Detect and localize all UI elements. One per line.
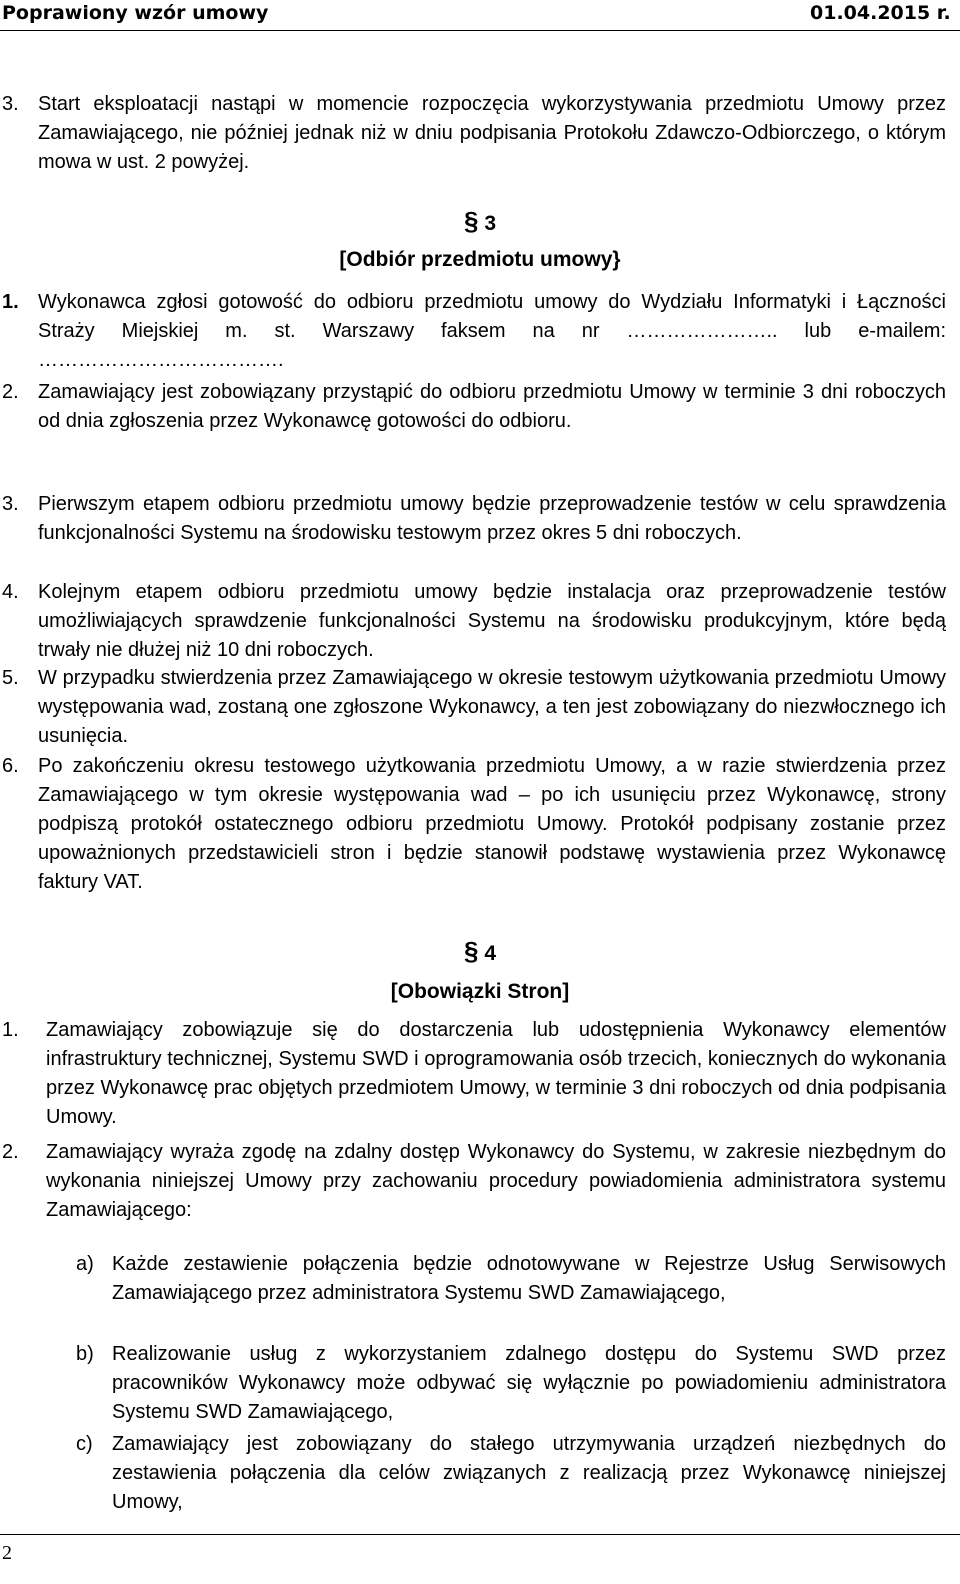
item-text: W przypadku stwierdzenia przez Zamawiającego w okresie testowym użytkowania przedmiotu Umowy występowania wad, zostaną one zgłoszone Wykonawcy, a ten jest zobowiązany do niezwłocznego ich usunięcia. (38, 667, 946, 747)
item-number: 2. (2, 1141, 19, 1163)
item-text: Pierwszym etapem odbioru przedmiotu umowy będzie przeprowadzenie testów w celu sprawdzenia funkcjonalności Systemu na środowisku testowym przez okres 5 dni roboczych. (38, 493, 946, 544)
item-number: 3. (2, 93, 19, 115)
section-title: [Obowiązki Stron] (390, 980, 570, 1003)
item-text: Kolejnym etapem odbioru przedmiotu umowy będzie instalacja oraz przeprowadzenie testów umożliwiających sprawdzenie funkcjonalności Systemu na środowisku produkcyjnym, które będą trwały nie dłużej niż 10 dni roboczych. (38, 581, 946, 661)
item-number: 6. (2, 755, 19, 777)
sub-list-item (76, 1250, 946, 1308)
item-number: 1. (2, 1019, 19, 1041)
item-text: Start eksploatacji nastąpi w momencie rozpoczęcia wykorzystywania przedmiotu Umowy przez Zamawiającego, nie później jednak niż w dniu podpisania Protokołu Zdawczo-Odbiorczego, o którym mowa w ust. 2 powyżej. (38, 93, 946, 173)
list-item (2, 664, 946, 751)
item-number: 1. (2, 291, 19, 313)
item-text: Zamawiający jest zobowiązany przystąpić do odbioru przedmiotu Umowy w terminie 3 dni roboczych od dnia zgłoszenia przez Wykonawcę gotowości do odbioru. (38, 381, 946, 432)
list-item (2, 90, 946, 177)
section-heading (0, 936, 960, 967)
sub-item-letter: c) (76, 1433, 93, 1455)
list-item (2, 490, 946, 548)
section-title: [Odbiór przedmiotu umowy} (339, 248, 621, 271)
section-heading (0, 206, 960, 237)
list-item (2, 288, 946, 375)
item-number: 4. (2, 581, 19, 603)
sub-item-letter: b) (76, 1343, 94, 1365)
section-number: 4 (484, 942, 496, 965)
sub-item-text: Zamawiający jest zobowiązany do stałego utrzymywania urządzeń niezbędnych do zestawienia połączenia dla celów związanych z realizacją przez Wykonawcę niniejszej Umowy, (112, 1433, 946, 1513)
list-item (2, 752, 946, 897)
sub-item-letter: a) (76, 1253, 94, 1275)
sub-item-text: Realizowanie usług z wykorzystaniem zdalnego dostępu do Systemu SWD przez pracowników Wykonawcy może odbywać się wyłącznie po powiadomieniu administratora Systemu SWD Zamawiającego, (112, 1343, 946, 1423)
item-number: 3. (2, 493, 19, 515)
sub-list-item (76, 1430, 946, 1517)
list-item (2, 1016, 946, 1132)
list-item (2, 378, 946, 436)
sub-list-item (76, 1340, 946, 1427)
item-number: 5. (2, 667, 19, 689)
footer-divider (0, 1534, 960, 1535)
item-text: Zamawiający zobowiązuje się do dostarczenia lub udostępnienia Wykonawcy elementów infrastruktury technicznej, Systemu SWD i oprogramowania osób trzecich, koniecznych do wykonania przez Wykonawcę prac objętych przedmiotem Umowy, w terminie 3 dni roboczych od dnia podpisania Umowy. (46, 1019, 946, 1128)
document-title: Poprawiony wzór umowy (2, 2, 269, 24)
page-header (0, 0, 960, 31)
item-number: 2. (2, 381, 19, 403)
item-text: Zamawiający wyraża zgodę na zdalny dostęp Wykonawcy do Systemu, w zakresie niezbędnym do wykonania niniejszej Umowy przy zachowaniu procedury powiadomienia administratora systemu Zamawiającego: (46, 1141, 946, 1221)
list-item (2, 1138, 946, 1225)
page-number: 2 (2, 1542, 12, 1564)
item-text: Wykonawca zgłosi gotowość do odbioru przedmiotu umowy do Wydziału Informatyki i Łączności Straży Miejskiej m. st. Warszawy faksem na nr ………………….. lub e-mailem: ………………………………. (38, 291, 946, 371)
document-date: 01.04.2015 r. (810, 2, 951, 24)
list-item (2, 578, 946, 665)
section-symbol: § (464, 206, 479, 236)
section-symbol: § (464, 936, 479, 966)
section-number: 3 (484, 212, 496, 235)
item-text: Po zakończeniu okresu testowego użytkowania przedmiotu Umowy, a w razie stwierdzenia przez Zamawiającego w tym okresie występowania wad – po ich usunięciu przez Wykonawcę, strony podpiszą protokół ostatecznego odbioru przedmiotu Umowy. Protokół podpisany zostanie przez upoważnionych przedstawicieli stron i będzie stanowił podstawę wystawienia przez Wykonawcę faktury VAT. (38, 755, 946, 893)
sub-item-text: Każde zestawienie połączenia będzie odnotowywane w Rejestrze Usług Serwisowych Zamawiającego przez administratora Systemu SWD Zamawiającego, (112, 1253, 946, 1304)
